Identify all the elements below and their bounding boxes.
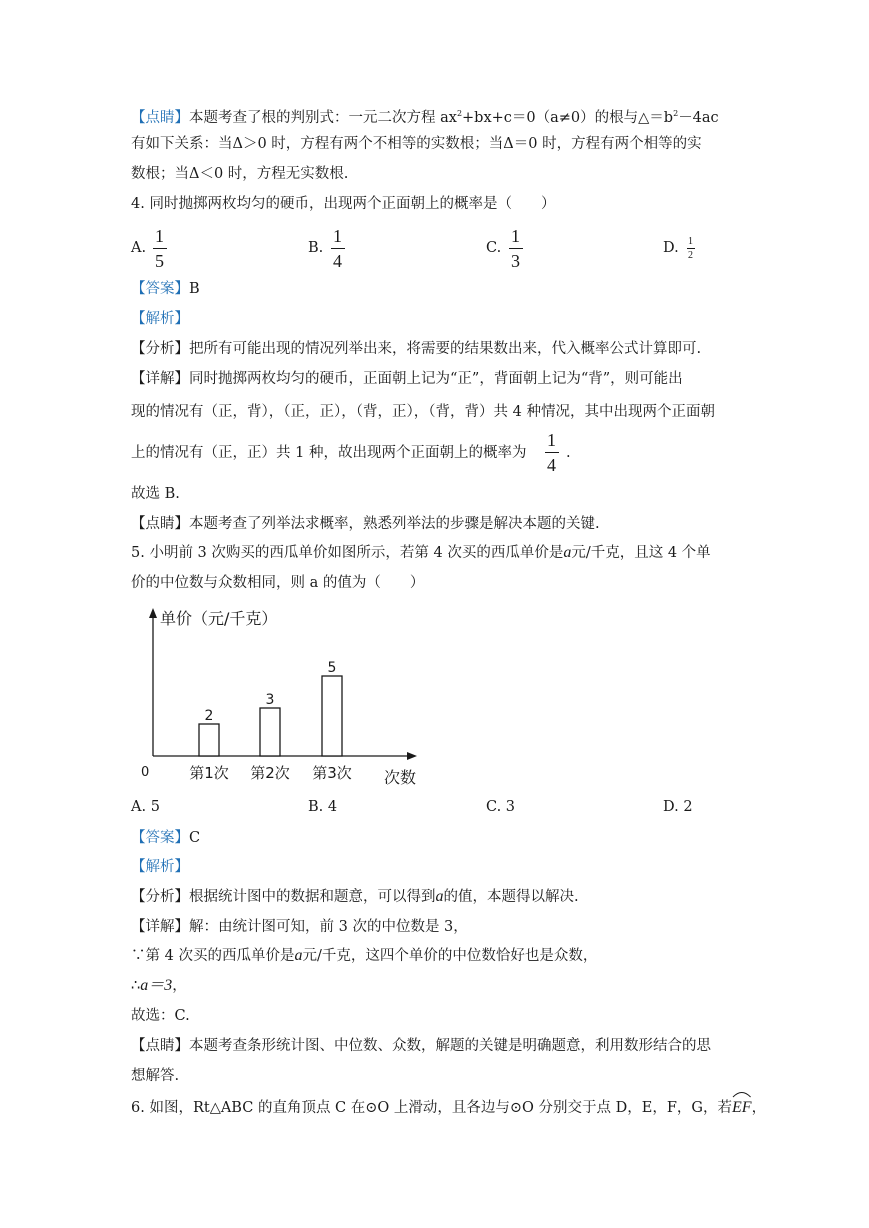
therefore-symbol: ∴ — [131, 978, 141, 994]
q5-option-d — [663, 799, 693, 815]
xiangjie-text: 同时抛掷两枚均匀的硬币，正面朝上记为“正”，背面朝上记为“背”，则可能出 — [189, 371, 683, 387]
q3-dianjing-line1 — [131, 104, 719, 128]
fraction-bar — [509, 248, 523, 249]
q4-dianjing — [131, 514, 600, 534]
q5-dianjing-line2: 想解答. — [131, 1068, 180, 1084]
q4-guxuan: 故选 B. — [131, 486, 180, 502]
bar-2 — [260, 708, 280, 756]
q3-dianjing-text-c: －4ac — [678, 110, 719, 126]
fraction-bar — [545, 452, 559, 453]
bar-1 — [199, 724, 219, 756]
q5-question-line2: 价的中位数与众数相同，则 a 的值为（ ） — [131, 575, 425, 591]
fenxi-text: 根据统计图中的数据和题意，可以得到 — [189, 889, 436, 905]
option-value: 4 — [327, 799, 338, 815]
q3-line2: 有如下关系：当Δ＞0 时，方程有两个不相等的实数根；当Δ＝0 时，方程有两个相等的实 — [131, 136, 702, 152]
option-label: A. — [131, 240, 147, 256]
denominator: 5 — [155, 251, 164, 271]
y-axis-arrow — [149, 608, 157, 618]
data-label-2: 3 — [265, 692, 275, 708]
denominator: 4 — [547, 455, 556, 475]
option-label: C. — [486, 799, 502, 815]
answer-tag: 【答案】 — [131, 281, 189, 297]
q5-fenxi — [131, 887, 579, 907]
answer-value: C — [189, 830, 201, 846]
because-text: ∵第 4 次买的西瓜单价是 — [131, 948, 295, 964]
therefore-end: ， — [172, 978, 187, 994]
arc-label: EF — [732, 1099, 752, 1116]
denominator: 2 — [688, 250, 693, 261]
question-text: 5. 小明前 3 次购买的西瓜单价如图所示，若第 4 次买的西瓜单价是 — [131, 545, 564, 561]
category-label-3: 第3次 — [312, 764, 352, 782]
variable-a: a — [563, 544, 572, 561]
q5-therefore-line — [131, 976, 187, 996]
denominator: 3 — [511, 251, 520, 271]
dianjing-tag: 【点睛】 — [131, 110, 189, 126]
bar-chart — [131, 600, 431, 790]
data-label-1: 2 — [204, 708, 214, 724]
numerator: 1 — [155, 226, 164, 246]
option-label: B. — [308, 240, 324, 256]
therefore-equation: a＝3 — [140, 977, 173, 994]
answer-value: B — [189, 281, 200, 297]
xiangjie-tag: 【详解】 — [131, 919, 189, 935]
q5-option-c — [486, 799, 515, 815]
option-label: D. — [663, 799, 679, 815]
denominator: 4 — [333, 251, 342, 271]
q5-dianjing-line1 — [131, 1036, 711, 1056]
numerator: 1 — [547, 430, 556, 450]
option-label: D. — [663, 240, 679, 256]
arc-ef — [732, 1098, 752, 1118]
q4-answer — [131, 279, 200, 299]
fraction — [330, 226, 345, 271]
category-label-1: 第1次 — [189, 764, 229, 782]
q3-line3: 数根；当Δ＜0 时，方程无实数根. — [131, 166, 349, 182]
question-text: 6. 如图，Rt△ABC 的直角顶点 C 在⊙O 上滑动，且各边与⊙O 分别交于点 D，E，F，G，若 — [131, 1100, 733, 1116]
fenxi-text: 把所有可能出现的情况列举出来，将需要的结果数出来，代入概率公式计算即可. — [189, 341, 702, 357]
because-text: 元/千克，这四个单价的中位数恰好也是众数， — [302, 948, 598, 964]
origin-label: 0 — [141, 765, 150, 780]
fraction-bar — [331, 248, 345, 249]
numerator: 1 — [511, 226, 520, 246]
dianjing-text: 本题考查条形统计图、中位数、众数，解题的关键是明确题意，利用数形结合的思 — [189, 1038, 711, 1054]
q5-guxuan: 故选：C. — [131, 1008, 190, 1024]
superscript-2: 2 — [673, 109, 679, 118]
xiangjie-text: 解：由统计图可知，前 3 次的中位数是 3， — [189, 919, 468, 935]
option-value: 5 — [150, 799, 160, 815]
q4-jiexi-tag: 【解析】 — [131, 311, 189, 327]
q4-xiangjie-line1 — [131, 369, 683, 389]
y-axis-label: 单价（元/千克） — [160, 609, 278, 628]
q5-option-b — [308, 799, 337, 815]
option-value: 3 — [505, 799, 516, 815]
dianjing-text: 本题考查了列举法求概率，熟悉列举法的步骤是解决本题的关键. — [189, 516, 600, 532]
q5-xiangjie-line1 — [131, 917, 468, 937]
fenxi-tag: 【分析】 — [131, 889, 189, 905]
fraction — [152, 226, 167, 271]
fenxi-tag: 【分析】 — [131, 341, 189, 357]
variable-a: a — [435, 888, 444, 905]
numerator: 1 — [688, 236, 693, 247]
arc-symbol — [732, 1090, 752, 1098]
option-label: B. — [308, 799, 324, 815]
q5-question-line1 — [131, 543, 711, 563]
xiangjie-fraction — [544, 430, 559, 475]
dianjing-tag: 【点睛】 — [131, 516, 189, 532]
q6-question-line1 — [131, 1098, 766, 1118]
fraction — [685, 236, 696, 261]
bars-group — [189, 660, 352, 782]
q5-because-line — [131, 946, 597, 966]
fraction-bar — [687, 248, 695, 249]
xiangjie-tag: 【详解】 — [131, 371, 189, 387]
q3-dianjing-text-a: 本题考查了根的判别式：一元二次方程 ax — [189, 110, 457, 126]
x-axis-arrow — [407, 752, 417, 760]
answer-tag: 【答案】 — [131, 830, 189, 846]
q4-xiangjie-line3 — [131, 443, 526, 463]
category-label-2: 第2次 — [250, 764, 290, 782]
q4-xiangjie-line2: 现的情况有（正，背），（正，正），（背，正），（背，背）共 4 种情况，其中出现两个正面朝 — [131, 404, 715, 420]
dianjing-tag: 【点睛】 — [131, 1038, 189, 1054]
xiangjie-text: 上的情况有（正，正）共 1 种，故出现两个正面朝上的概率为 — [131, 445, 527, 461]
q4-fenxi — [131, 339, 701, 359]
bar-3 — [322, 676, 342, 756]
q4-question: 4. 同时抛掷两枚均匀的硬币，出现两个正面朝上的概率是（ ） — [131, 196, 556, 212]
question-text: ， — [751, 1100, 767, 1116]
option-value: 2 — [683, 799, 693, 815]
data-label-3: 5 — [327, 660, 337, 676]
superscript-2: 2 — [456, 109, 463, 118]
fenxi-text: 的值，本题得以解决. — [443, 889, 579, 905]
q5-option-a — [131, 799, 160, 815]
q5-jiexi-tag: 【解析】 — [131, 859, 189, 875]
q5-answer — [131, 828, 200, 848]
x-axis-label: 次数 — [384, 768, 417, 787]
fraction-bar — [153, 248, 167, 249]
q3-dianjing-text-b: +bx+c＝0（a≠0）的根与△＝b — [462, 110, 674, 126]
xiangjie-period: . — [566, 445, 571, 461]
option-label: A. — [131, 799, 147, 815]
question-text: 元/千克，且这 4 个单 — [571, 545, 711, 561]
variable-a: a — [294, 947, 303, 964]
option-label: C. — [486, 240, 502, 256]
fraction — [508, 226, 523, 271]
numerator: 1 — [333, 226, 342, 246]
